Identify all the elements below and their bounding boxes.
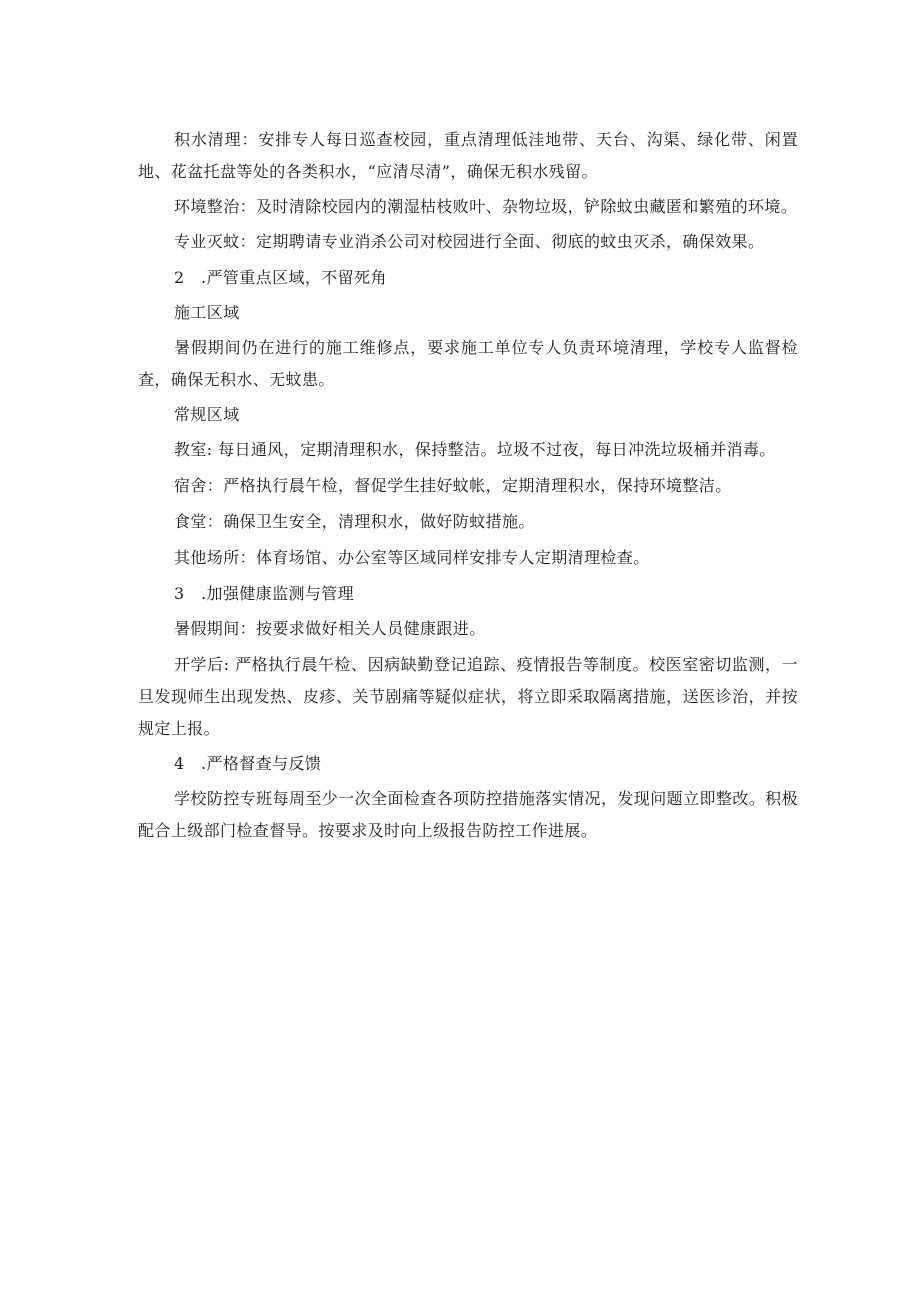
section-heading-4: 4 .严格督查与反馈 bbox=[174, 754, 322, 773]
paragraph-summer: 暑假期间：按要求做好相关人员健康跟进。 bbox=[174, 619, 486, 638]
paragraph-mosquito-kill: 专业灭蚊：定期聘请专业消杀公司对校园进行全面、彻底的蚊虫灭杀，确保效果。 bbox=[174, 232, 765, 251]
subheading-construction: 施工区域 bbox=[174, 303, 240, 322]
paragraph-school-start: 开学后: 严格执行晨午检、因病缺勤登记追踪、疫情报告等制度。校医室密切监测，一旦发现师生出现发热、皮疹、关节剧痛等疑似症状，将立即采取隔离措施，送医诊治，并按规定上报。 bbox=[138, 655, 798, 738]
subheading-regular: 常规区域 bbox=[174, 405, 240, 424]
paragraph-canteen: 食堂：确保卫生安全，清理积水，做好防蚊措施。 bbox=[174, 512, 535, 531]
paragraph-construction: 暑假期间仍在进行的施工维修点，要求施工单位专人负责环境清理，学校专人监督检查，确保无积水、无蚊患。 bbox=[138, 338, 798, 389]
section-heading-2: 2 .严管重点区域，不留死角 bbox=[174, 268, 387, 287]
paragraph-environment: 环境整治：及时清除校园内的潮湿枯枝败叶、杂物垃圾，铲除蚊虫藏匿和繁殖的环境。 bbox=[174, 197, 798, 216]
paragraph-dormitory: 宿舍：严格执行晨午检，督促学生挂好蚊帐，定期清理积水，保持环境整洁。 bbox=[174, 476, 732, 495]
document-page bbox=[138, 124, 798, 850]
paragraph-inspection: 学校防控专班每周至少一次全面检查各项防控措施落实情况，发现问题立即整改。积极配合上级部门检查督导。按要求及时向上级报告防控工作进展。 bbox=[138, 789, 798, 840]
paragraph-classroom: 教室: 每日通风，定期清理积水，保持整洁。垃圾不过夜，每日冲洗垃圾桶并消毒。 bbox=[174, 440, 776, 459]
section-heading-3: 3 .加强健康监测与管理 bbox=[174, 584, 355, 603]
paragraph-water-cleanup: 积水清理：安排专人每日巡查校园，重点清理低洼地带、天台、沟渠、绿化带、闲置地、花盆托盘等处的各类积水，“应清尽清”，确保无积水残留。 bbox=[138, 130, 798, 181]
paragraph-other-venues: 其他场所：体育场馆、办公室等区域同样安排专人定期清理检查。 bbox=[174, 548, 650, 567]
